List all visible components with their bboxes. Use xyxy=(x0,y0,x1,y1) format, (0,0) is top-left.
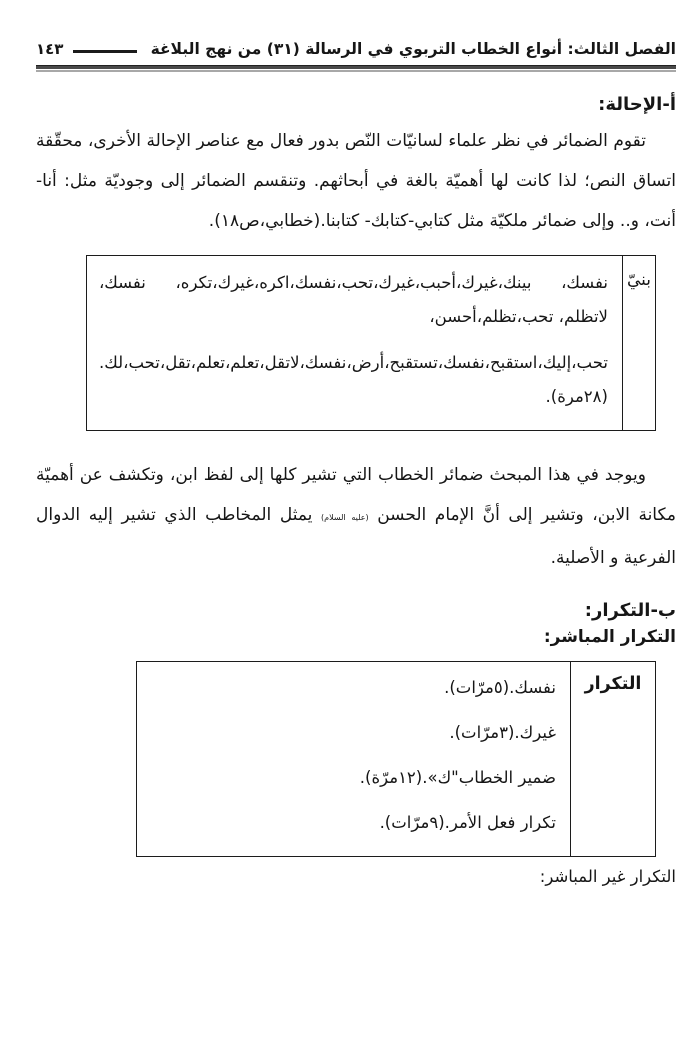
honorific-symbol: (عليه السلام) xyxy=(321,513,369,522)
running-head xyxy=(36,40,676,58)
repetition-item: غيرك.(٣مرّات). xyxy=(449,723,556,742)
paragraph-2-text-after: يمثل المخاطب الذي تشير إليه الدوال الفرعية و الأصلية. xyxy=(36,505,676,568)
header-rule-gray xyxy=(36,70,676,72)
header-rule-dark xyxy=(36,65,676,69)
pronouns-table-content-cell xyxy=(86,256,622,431)
section-a-paragraph: تقوم الضمائر في نظر علماء لسانيّات النّص بدور فعال مع عناصر الإحالة الأخرى، محقّقة اتساق النص؛ لذا كانت لها أهميّة بالغة في أبحاثهم. وتنقسم الضمائر إلى وجوديّة مثل: أنا-أنت، و.. وإلى ضمائر ملكيّة مثل كتابي-كتابك- كتابنا.(خطابي،ص١٨). xyxy=(36,131,676,231)
table-row xyxy=(137,662,656,857)
repetition-item: تكرار فعل الأمر.(٩مرّات). xyxy=(379,813,556,832)
repetition-table-header-cell: التكرار xyxy=(571,662,656,857)
section-a-paragraph-2 xyxy=(36,455,676,578)
pronouns-list-part-1: نفسك، بينك،غيرك،أحبب،غيرك،تحب،نفسك،اكره،غيرك،تكره، نفسك، لاتظلم، تحب،تظلم،أحسن، xyxy=(98,273,608,326)
repetition-item: نفسك.(٥مرّات). xyxy=(444,678,556,697)
pronouns-table-header-cell: بنيّ xyxy=(622,256,655,431)
paragraph-2-text-before: ويوجد في هذا المبحث ضمائر الخطاب التي تشير كلها إلى لفظ ابن، وتكشف عن أهميّة مكانة الابن، وتشير إلى أنَّ الإمام الحسن xyxy=(36,465,676,525)
pronouns-list-part-2: تحب،إليك،استقبح،نفسك،تستقبح،أرض،نفسك،لاتقل،تعلم،تعلم،تقل،تحب،لك.(٢٨مرة). xyxy=(98,353,608,406)
section-a-heading: أ-الإحالة: xyxy=(598,94,676,115)
repetition-item: ضمير الخطاب"ك».(١٢مرّة). xyxy=(359,768,556,787)
section-b-heading: ب-التكرار: xyxy=(584,600,676,621)
indirect-repetition-label: التكرار غير المباشر: xyxy=(539,867,676,886)
page-content xyxy=(0,94,700,886)
page-number: ١٤٣ xyxy=(36,40,64,58)
chapter-title: الفصل الثالث: أنواع الخطاب التربوي في الرسالة (٣١) من نهج البلاغة xyxy=(150,40,676,58)
table-row xyxy=(86,256,655,431)
pronouns-table xyxy=(86,255,656,431)
direct-repetition-subheading: التكرار المباشر: xyxy=(543,627,676,647)
header-divider-line xyxy=(73,50,136,53)
page-header xyxy=(0,0,700,72)
repetition-table xyxy=(136,661,656,857)
repetition-table-content-cell xyxy=(137,662,571,857)
